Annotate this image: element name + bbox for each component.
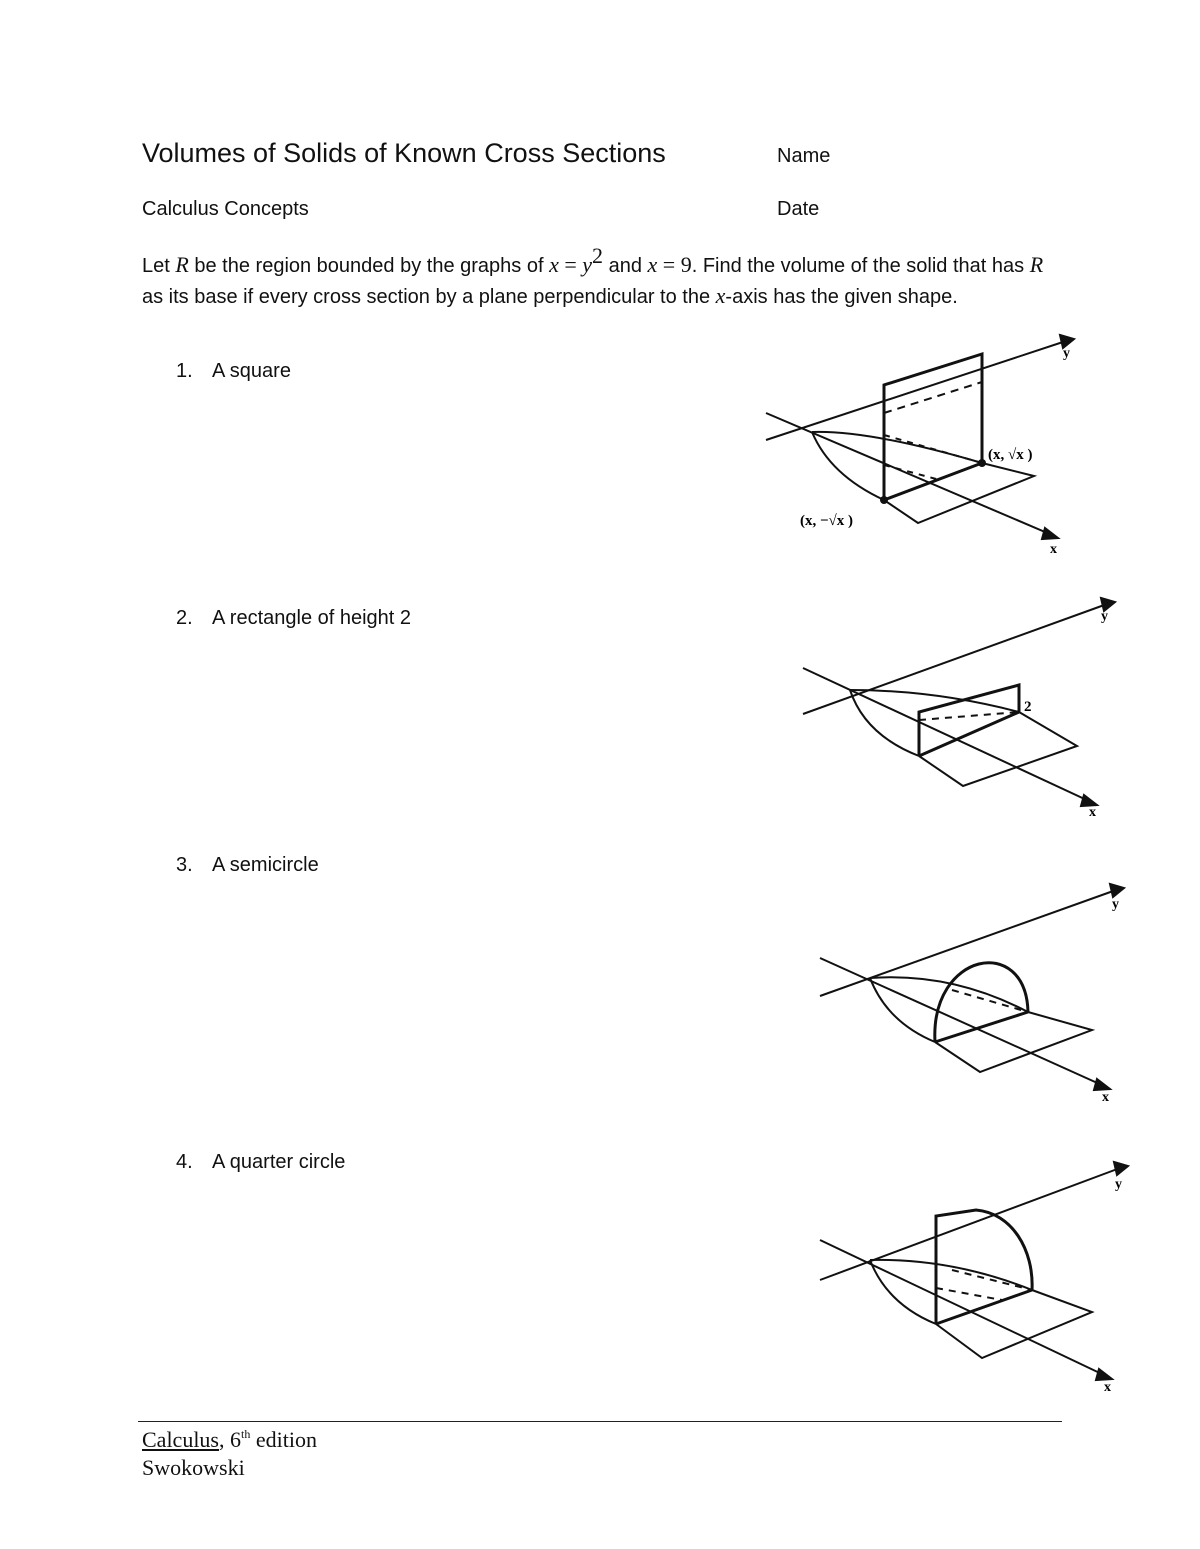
- y-axis-arrowhead: [1114, 1162, 1128, 1175]
- problem-text: A quarter circle: [212, 1151, 346, 1173]
- lower-parabola-curve: [812, 432, 884, 500]
- problem-number: 2.: [176, 607, 193, 629]
- axis-symbol: x: [715, 283, 726, 308]
- problem-text: A square: [212, 360, 291, 382]
- equation-variable: x: [549, 252, 559, 277]
- y-axis-label: y: [1063, 346, 1070, 361]
- y-axis-label: y: [1115, 1177, 1122, 1192]
- lower-point-label: (x, −√x ): [800, 513, 854, 529]
- y-axis-label: y: [1101, 609, 1108, 624]
- height-label: 2: [1024, 699, 1032, 715]
- upper-point-label: (x, √x ): [988, 447, 1033, 463]
- x-axis-label: x: [1089, 805, 1096, 820]
- quarter-circle-cross-section-figure: [812, 1158, 1132, 1398]
- page-title: Volumes of Solids of Known Cross Sections: [142, 138, 666, 168]
- lower-parabola-curve: [850, 690, 919, 756]
- problem-prompt: [142, 243, 1062, 312]
- footer-citation: [142, 1426, 317, 1482]
- upper-parabola-curve: [812, 432, 982, 463]
- x-axis-label: x: [1050, 542, 1057, 557]
- lower-parabola-curve: [870, 1260, 936, 1324]
- equation-value: = 9: [657, 252, 692, 277]
- prompt-text: Let: [142, 255, 176, 277]
- problem-number: 4.: [176, 1151, 193, 1173]
- rectangle-cross-section-figure: [795, 590, 1120, 820]
- problem-item: [176, 607, 411, 630]
- prompt-text: as its base if every cross section by a plane perpendicular to the: [142, 286, 716, 308]
- footer-divider: [138, 1421, 1062, 1422]
- problem-item: [176, 854, 319, 877]
- hidden-axis-dashes: [952, 990, 1028, 1012]
- edition-text: edition: [250, 1427, 317, 1452]
- upper-point-dot: [979, 460, 985, 466]
- name-label: Name: [777, 145, 831, 167]
- square-cross-section-figure: [760, 325, 1080, 560]
- x-axis-arrowhead: [1042, 528, 1058, 539]
- x-axis-line: [820, 1240, 1106, 1376]
- semicircle-cross-section-figure: [812, 872, 1130, 1107]
- y-axis-arrowhead: [1110, 884, 1124, 897]
- x-axis-label: x: [1102, 1090, 1109, 1105]
- footer-book-line: [142, 1426, 317, 1454]
- x-axis-label: x: [1104, 1380, 1111, 1395]
- prompt-text: . Find the volume of the solid that has: [691, 255, 1030, 277]
- author-name: Swokowski: [142, 1455, 245, 1480]
- problem-item: [176, 1151, 345, 1174]
- y-axis-label: y: [1112, 897, 1119, 912]
- x-axis-arrowhead: [1094, 1079, 1110, 1090]
- x-axis-arrowhead: [1096, 1369, 1112, 1380]
- course-subtitle: Calculus Concepts: [142, 198, 309, 220]
- region-symbol: R: [175, 252, 189, 277]
- x-axis-line: [803, 668, 1091, 802]
- y-axis-line: [820, 890, 1116, 996]
- problem-text: A semicircle: [212, 854, 319, 876]
- upper-parabola-curve: [870, 977, 1028, 1012]
- equation-variable: y: [582, 252, 593, 277]
- prompt-text: be the region bounded by the graphs of: [188, 255, 550, 277]
- problem-number: 1.: [176, 360, 193, 382]
- prompt-text: -axis has the given shape.: [725, 286, 958, 308]
- equation-exponent: 2: [592, 243, 604, 268]
- equation-operator: =: [558, 252, 583, 277]
- edition-superscript: th: [241, 1427, 251, 1441]
- problem-text: A rectangle of height 2: [212, 607, 412, 629]
- y-axis-line: [766, 341, 1066, 440]
- edition-text: , 6: [219, 1427, 241, 1452]
- lower-point-dot: [881, 497, 887, 503]
- problem-number: 3.: [176, 854, 193, 876]
- book-title: Calculus: [142, 1427, 219, 1452]
- lower-parabola-curve: [870, 978, 935, 1042]
- hidden-axis-dashes: [884, 382, 982, 413]
- region-symbol: R: [1029, 252, 1044, 277]
- base-plane: [919, 712, 1077, 786]
- date-label: Date: [777, 198, 820, 220]
- equation-variable: x: [647, 252, 658, 277]
- y-axis-line: [820, 1168, 1120, 1280]
- base-plane: [936, 1290, 1092, 1358]
- problem-item: [176, 360, 291, 383]
- prompt-text: and: [603, 255, 648, 277]
